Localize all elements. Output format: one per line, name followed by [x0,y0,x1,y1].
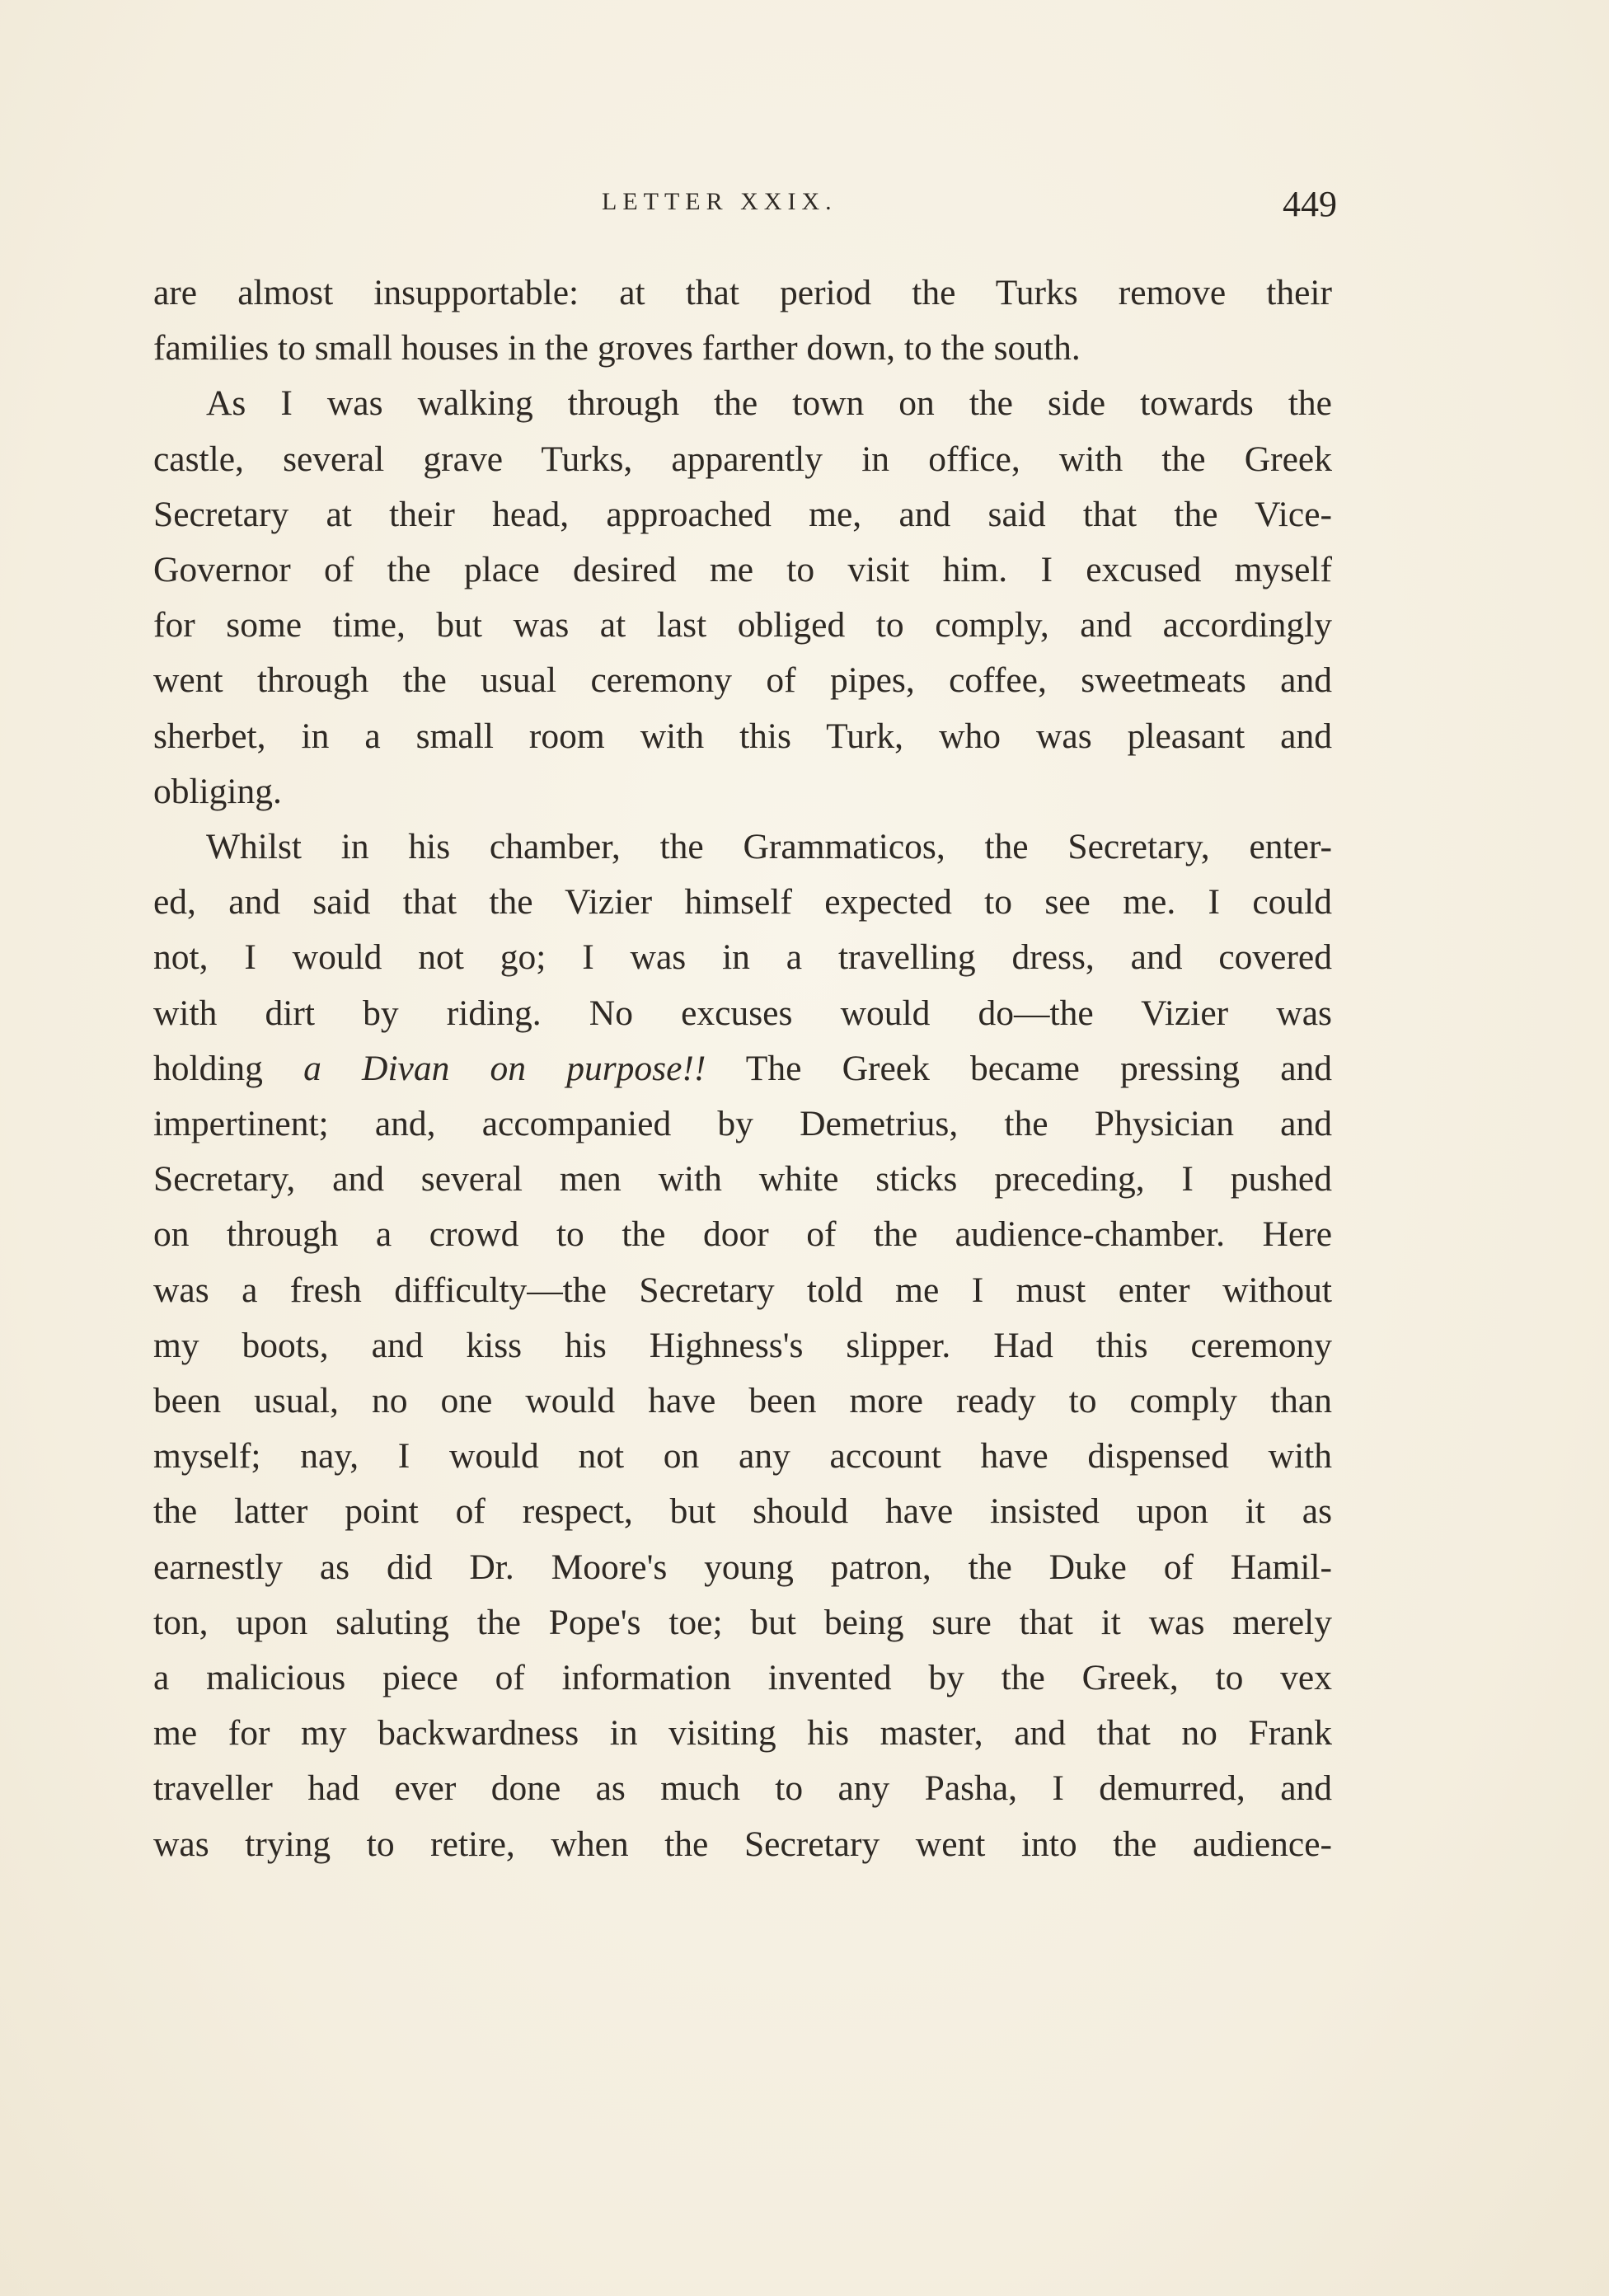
text-line: my boots, and kiss his Highness's slipper. Had this ceremony [153,1325,1332,1365]
text-line: with dirt by riding. No excuses would do—the Vizier was [153,993,1332,1033]
text-line: me for my backwardness in visiting his master, and that no Frank [153,1713,1332,1754]
text-line: Secretary, and several men with white sticks preceding, I pushed [153,1159,1332,1200]
text-fragment: holding [153,1048,263,1088]
page-number: 449 [1283,184,1337,224]
text-line: traveller had ever done as much to any Pasha, I demurred, and [153,1768,1332,1809]
paragraph-1 [153,265,1332,376]
text-line: Whilst in his chamber, the Grammaticos, the Secretary, enter- [206,827,1332,867]
text-line: was a fresh difficulty—the Secretary told me I must enter without [153,1270,1332,1310]
text-line: ton, upon saluting the Pope's toe; but being sure that it was merely [153,1602,1332,1642]
text-line: As I was walking through the town on the side towards the [206,383,1332,424]
text-fragment: The Greek became pressing and [745,1048,1332,1088]
text-line: earnestly as did Dr. Moore's young patron, the Duke of Hamil- [153,1547,1332,1587]
text-line: a malicious piece of information invented by the Greek, to vex [153,1658,1332,1698]
text-line: ed, and said that the Vizier himself expected to see me. I could [153,882,1332,923]
text-line: myself; nay, I would not on any account have dispensed with [153,1436,1332,1477]
paragraph-2 [153,376,1332,819]
text-line: Governor of the place desired me to visit him. I excused myself [153,550,1332,590]
text-line: are almost insupportable: at that period the Turks remove their [153,273,1332,312]
text-line: on through a crowd to the door of the audience-chamber. Here [153,1214,1332,1255]
text-line: sherbet, in a small room with this Turk, who was pleasant and [153,716,1332,756]
text-line: went through the usual ceremony of pipes, coffee, sweetmeats and [153,660,1332,701]
text-line: Secretary at their head, approached me, and said that the Vice- [153,494,1332,534]
text-line: castle, several grave Turks, apparently in office, with the Greek [153,439,1332,479]
text-line: impertinent; and, accompanied by Demetrius, the Physician and [153,1104,1332,1144]
text-line: for some time, but was at last obliged to comply, and accordingly [153,605,1332,646]
text-line: families to small houses in the groves farther down, to the south. [153,328,1081,369]
text-line: been usual, no one would have been more ready to comply than [153,1381,1332,1421]
text-line: the latter point of respect, but should have insisted upon it as [153,1491,1332,1532]
italic-phrase: a Divan on purpose!! [303,1048,706,1088]
paragraph-3 [153,819,1332,1872]
text-line: not, I would not go; I was in a travelling dress, and covered [153,937,1332,978]
body-text [153,265,1332,1872]
running-head: LETTER XXIX. [602,188,837,215]
text-line-with-italic [153,1041,1332,1096]
text-line: was trying to retire, when the Secretary went into the audience- [153,1824,1332,1864]
text-line: obliging. [153,771,282,811]
